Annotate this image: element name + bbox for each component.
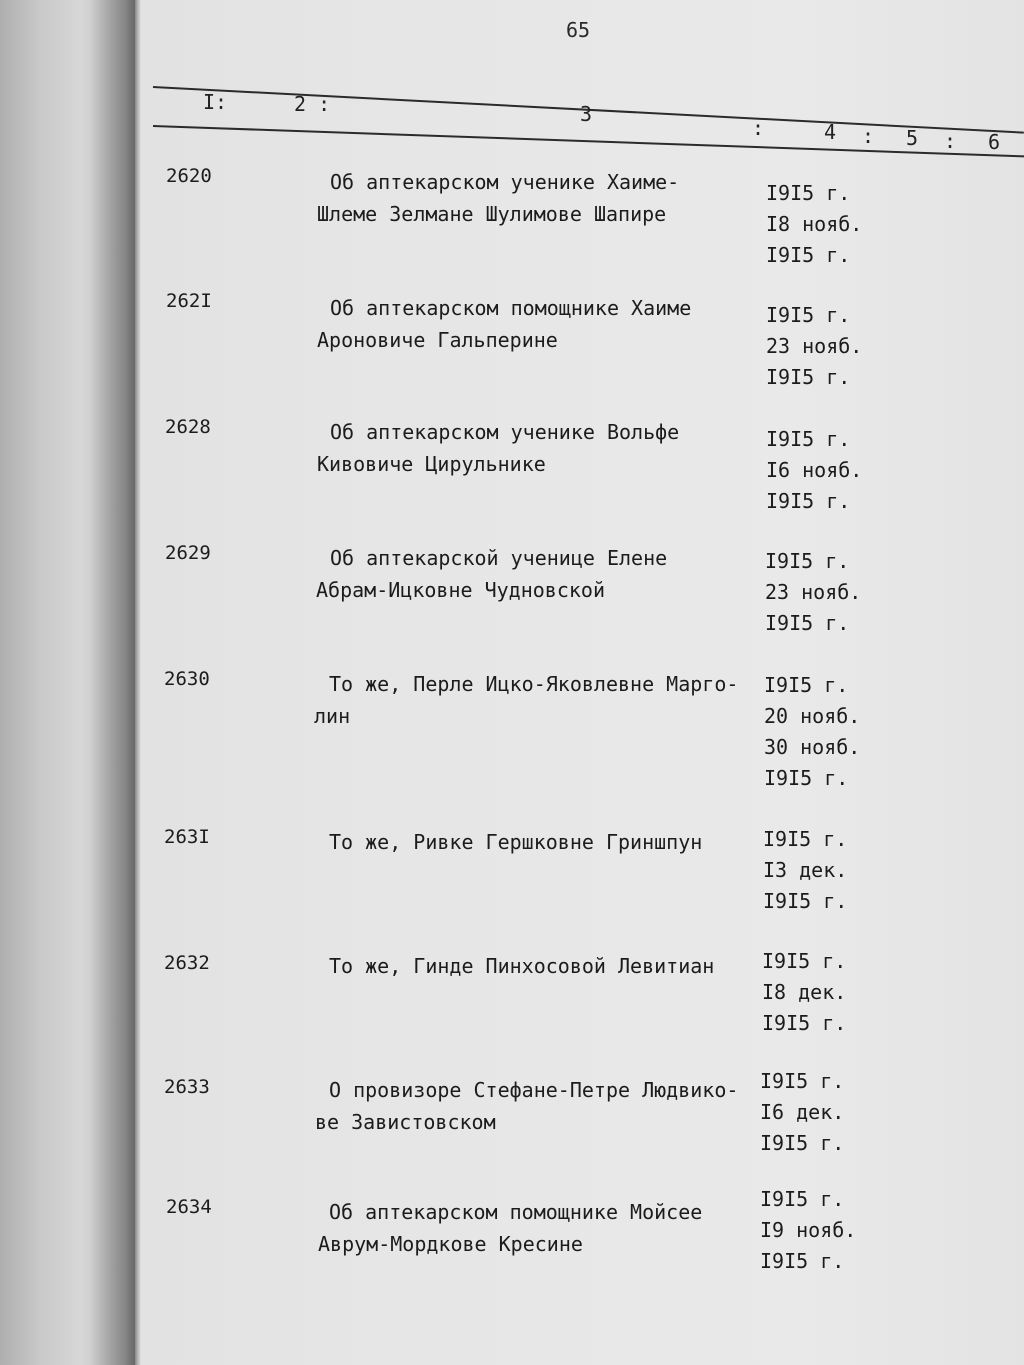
- entry-description: Об аптекарском помощнике Хаиме Ароновиче Гальперине: [317, 296, 692, 352]
- entry-dates: I9I5 г. 23 нояб. I9I5 г.: [765, 549, 862, 635]
- entry-description: Об аптекарском ученике Хаиме- Шлеме Зелмане Шулимове Шапире: [317, 170, 680, 226]
- entry-dates: I9I5 г. I8 нояб. I9I5 г.: [766, 181, 863, 267]
- column-header-5: 5: [906, 126, 919, 150]
- entry-dates: I9I5 г. I6 нояб. I9I5 г.: [766, 427, 863, 513]
- binding-shadow: [0, 0, 135, 1365]
- column-separator: :: [862, 124, 875, 148]
- entry-description: То же, Перле Ицко-Яковлевне Марго- лин: [314, 672, 739, 728]
- entry-number: 2629: [165, 542, 211, 564]
- entry-number: 2634: [166, 1196, 212, 1218]
- entry-number: 2620: [166, 165, 212, 187]
- entry-description: То же, Гинде Пинхосовой Левитиан: [329, 954, 715, 978]
- entry-number: 263I: [164, 826, 210, 848]
- entry-dates: I9I5 г. I8 дек. I9I5 г.: [762, 949, 847, 1035]
- column-header-4: 4: [824, 120, 837, 144]
- entry-dates: I9I5 г. I9 нояб. I9I5 г.: [760, 1187, 857, 1273]
- entry-number: 2633: [164, 1076, 210, 1098]
- column-header-1: I:: [203, 90, 228, 114]
- entry-description: Об аптекарской ученице Елене Абрам-Ицковне Чудновской: [316, 546, 668, 602]
- page-number: 65: [566, 18, 591, 42]
- column-header-3: 3: [580, 102, 593, 126]
- entry-dates: I9I5 г. I3 дек. I9I5 г.: [763, 827, 848, 913]
- entry-dates: I9I5 г. 23 нояб. I9I5 г.: [766, 303, 863, 389]
- entry-description: Об аптекарском помощнике Мойсее Аврум-Мордкове Кресине: [318, 1200, 703, 1256]
- column-separator: :: [752, 116, 765, 140]
- entry-description: Об аптекарском ученике Вольфе Кивовиче Цирульнике: [317, 420, 680, 476]
- entry-number: 262I: [166, 290, 212, 312]
- entry-description: То же, Ривке Гершковне Гриншпун: [329, 830, 703, 854]
- entry-dates: I9I5 г. 20 нояб. 30 нояб. I9I5 г.: [764, 673, 861, 790]
- entry-description: О провизоре Стефане-Петре Людвико- ве Завистовском: [315, 1078, 739, 1134]
- entry-number: 2632: [164, 952, 210, 974]
- entry-number: 2630: [164, 668, 210, 690]
- column-header-6: 6: [988, 130, 1001, 154]
- column-header-2: 2 :: [294, 92, 331, 116]
- column-separator: :: [944, 129, 957, 153]
- entry-dates: I9I5 г. I6 дек. I9I5 г.: [760, 1069, 845, 1155]
- header-rule-bottom: [153, 125, 1024, 157]
- entry-number: 2628: [165, 416, 211, 438]
